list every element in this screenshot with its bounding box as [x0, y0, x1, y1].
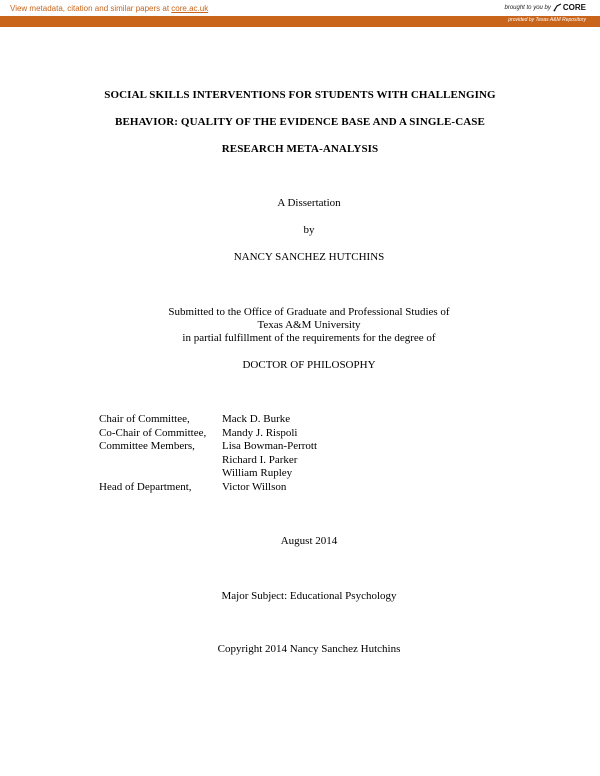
committee-member: William Rupley: [222, 467, 293, 479]
committee-role: Head of Department,: [99, 480, 192, 493]
author-name: NANCY SANCHEZ HUTCHINS: [233, 251, 385, 263]
doc-type: A Dissertation: [277, 197, 341, 209]
provided-by-text: provided by Texas A&M Repository: [508, 17, 586, 23]
degree: DOCTOR OF PHILOSOPHY: [242, 359, 376, 371]
committee-member: Mack D. Burke: [222, 413, 291, 425]
brought-to-you-by[interactable]: [505, 3, 587, 12]
committee-role: Co-Chair of Committee,: [99, 426, 207, 439]
title-line-3: RESEARCH META-ANALYSIS: [221, 143, 379, 155]
by-text: by: [303, 224, 315, 236]
core-logo-icon: [553, 3, 562, 12]
committee-member: Victor Willson: [222, 480, 287, 493]
title-line-2: BEHAVIOR: QUALITY OF THE EVIDENCE BASE AND A SINGLE-CASE: [115, 116, 485, 128]
core-logo[interactable]: [553, 3, 586, 12]
title-line-1: SOCIAL SKILLS INTERVENTIONS FOR STUDENTS WITH CHALLENGING: [104, 89, 496, 101]
committee-row: [99, 481, 317, 495]
major-subject: Major Subject: Educational Psychology: [221, 590, 397, 602]
committee-row: [99, 454, 317, 468]
committee-role: Committee Members,: [99, 440, 195, 452]
committee-member: Lisa Bowman-Perrott: [222, 440, 318, 452]
committee-member: Mandy J. Rispoli: [222, 426, 298, 439]
core-ac-uk-link[interactable]: core.ac.uk: [171, 4, 209, 13]
core-banner: [0, 0, 600, 27]
committee-row: [99, 427, 317, 441]
brought-to-you-text: brought to you by: [504, 4, 551, 11]
submission-line-2: Texas A&M University: [257, 319, 361, 331]
committee-row: [99, 413, 317, 427]
core-logo-text: CORE: [562, 3, 586, 12]
committee-row: [99, 440, 317, 454]
committee-role: [99, 467, 222, 481]
committee-role: Chair of Committee,: [99, 413, 190, 425]
committee-row: [99, 467, 317, 481]
view-metadata-link[interactable]: [10, 4, 208, 13]
submission-line-1: Submitted to the Office of Graduate and Professional Studies of: [168, 306, 450, 318]
submission-line-3: in partial fulfillment of the requirements for the degree of: [182, 332, 436, 344]
committee-member: Richard I. Parker: [222, 453, 298, 466]
view-metadata-text: View metadata, citation and similar papers at: [10, 4, 172, 13]
committee-list: [99, 413, 317, 494]
submission-date: August 2014: [280, 535, 338, 547]
copyright: Copyright 2014 Nancy Sanchez Hutchins: [217, 643, 401, 655]
committee-role: [99, 454, 222, 468]
